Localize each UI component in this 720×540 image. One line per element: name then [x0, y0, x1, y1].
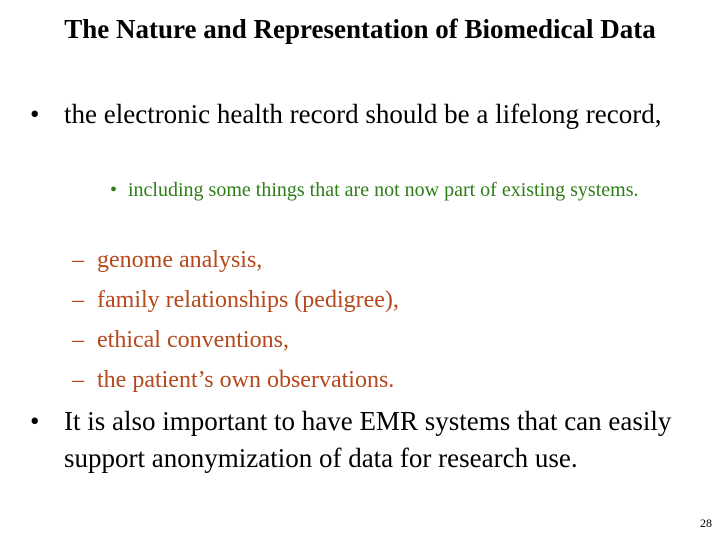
dash-item-genome [72, 240, 399, 280]
dash-marker: – [72, 287, 84, 313]
dash-item-text: ethical conventions, [97, 327, 289, 353]
dash-list [72, 240, 399, 400]
bullet-electronic-health-record [30, 96, 674, 133]
bullet-text: It is also important to have EMR systems that can easily support anonymization of data for research use. [64, 406, 672, 473]
dash-item-observations [72, 360, 399, 400]
subbullet-existing-systems [110, 176, 668, 204]
bullet-marker: • [30, 99, 40, 129]
dash-item-text: the patient’s own observations. [97, 367, 395, 393]
dash-marker: – [72, 327, 84, 353]
subbullet-marker: • [110, 179, 118, 201]
bullet-marker: • [30, 406, 40, 436]
bullet-emr-anonymization [30, 403, 674, 477]
slide-title: The Nature and Representation of Biomedical Data [64, 14, 656, 44]
dash-item-family [72, 280, 399, 320]
page-number: 28 [700, 516, 712, 530]
subbullet-text: including some things that are not now part of existing systems. [128, 179, 639, 201]
dash-marker: – [72, 367, 84, 393]
dash-item-text: family relationships (pedigree), [97, 287, 399, 313]
bullet-text: the electronic health record should be a lifelong record, [64, 99, 662, 129]
dash-marker: – [72, 247, 84, 273]
dash-item-text: genome analysis, [97, 247, 263, 273]
dash-item-ethical [72, 320, 399, 360]
